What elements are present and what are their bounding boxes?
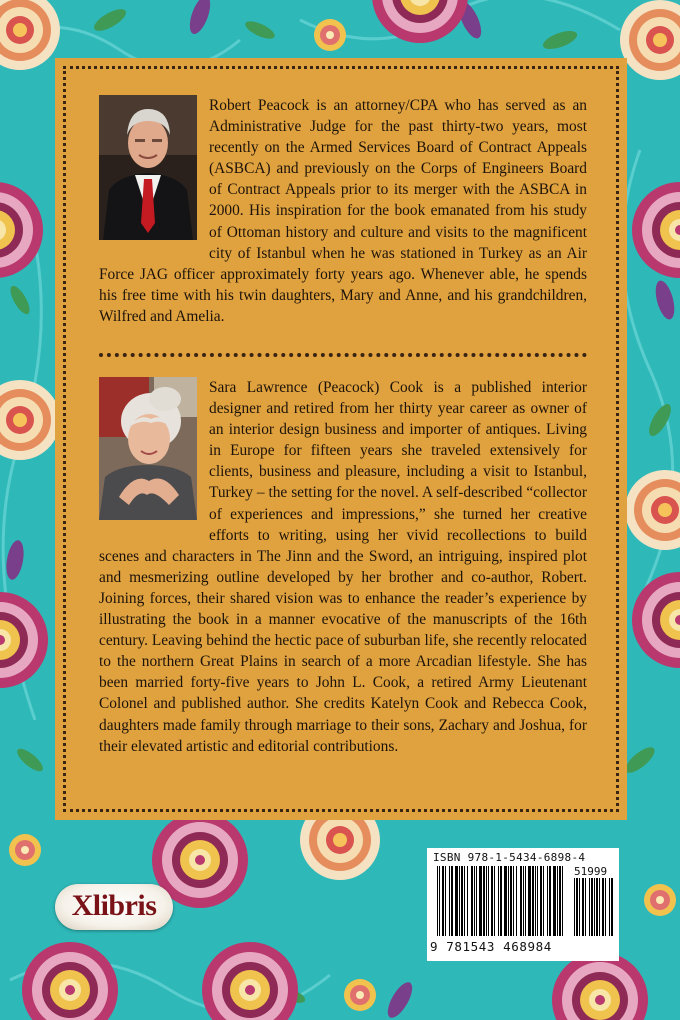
barcode-bar: [479, 866, 482, 936]
barcode-bar: [525, 866, 526, 936]
barcode-addon-bars: [574, 878, 614, 936]
barcode-bar: [532, 866, 534, 936]
barcode-bar: [455, 866, 458, 936]
author2-section: [99, 377, 587, 757]
barcode-bar: [523, 866, 524, 936]
author1-bio-text: Robert Peacock is an attorney/CPA who has served as an Administrative Judge for the past thirty-two years, most recently on the Armed Services Board of Contract Appeals (ASBCA) and previously on the Corps of Engineers Board of Contract Appeals prior to its merger with the ASBCA in 2000. His inspiration for the book emanated from his study of Ottoman history and culture and visits to the magnificent city of Istanbul when he was stationed in Turkey as an Air Force JAG officer approximately forty years ago. Whenever able, he spends his free time with his twin daughters, Mary and Anne, and his grandchildren, Wilfred and Amelia.: [99, 97, 587, 325]
barcode-bar: [437, 866, 438, 936]
barcode-bar: [574, 878, 575, 936]
barcode-bar: [516, 866, 517, 936]
barcode-bar: [449, 866, 450, 936]
price-code: 51999: [574, 865, 608, 878]
author2-bio-text: Sara Lawrence (Peacock) Cook is a published interior designer and retired from her thirty year career as owner of an interior design business and importer of antiques. Living in Europe for fifteen years she traveled extensively for clients, business and pleasure, including a visit to Istanbul, Turkey – the setting for the novel. A self-described “collector of experiences and impressions,” she turned her creative efforts to writing, using her vivid recollections to build scenes and characters in The Jinn and the Sword, an intriguing, inspired plot and mesmerizing outline developed by her brother and co-author, Robert. Joining forces, their shared vision was to enhance the reader’s experience by illustrating the book in a manner evocative of the manuscripts of the 16th century. Leaving behind the hectic pace of suburban life, she recently relocated to the northern Great Plains in search of a more Arcadian lifestyle. She has been married forty-five years to John L. Cook, a retired Army Lieutenant Colonel and published author. She credits Katelyn Cook and Rebecca Cook, daughters made family through marriage to their sons, Zachary and Joshua, for their elevated artistic and editorial contributions.: [99, 379, 587, 755]
barcode-bar: [609, 878, 610, 936]
barcode-bar: [510, 866, 512, 936]
barcode-bar: [599, 878, 600, 936]
barcode-bar: [445, 866, 446, 936]
barcode-bar: [591, 878, 593, 936]
barcode-bar: [442, 866, 444, 936]
barcode-bar: [543, 866, 544, 936]
barcode-bar: [540, 866, 542, 936]
barcode-bar: [582, 878, 584, 936]
barcode-bar: [605, 878, 606, 936]
barcode-bar: [500, 866, 502, 936]
portrait-man-photo: [99, 95, 197, 240]
barcode-bar: [464, 866, 465, 936]
barcode-bar: [562, 866, 563, 936]
barcode-bar: [483, 866, 485, 936]
section-divider: [99, 353, 587, 357]
barcode-bar: [488, 866, 489, 936]
barcode-bar: [451, 866, 453, 936]
barcode-bar: [553, 866, 556, 936]
barcode-bar: [557, 866, 558, 936]
barcode-bar: [508, 866, 509, 936]
barcode-bar: [596, 878, 598, 936]
barcode-bar: [535, 866, 536, 936]
barcode-bar: [579, 878, 580, 936]
barcode-bar: [439, 866, 440, 936]
barcode-bar: [589, 878, 590, 936]
isbn-label: ISBN 978-1-5434-6898-4: [433, 851, 586, 864]
portrait-woman-photo: [99, 377, 197, 520]
barcode-bar: [471, 866, 473, 936]
barcode-bar: [528, 866, 531, 936]
barcode-bar: [494, 866, 495, 936]
barcode-bar: [576, 878, 578, 936]
barcode-bar: [537, 866, 538, 936]
barcode-bar: [491, 866, 493, 936]
barcode-bar: [504, 866, 507, 936]
isbn-digits: 9 781543 468984: [430, 939, 552, 954]
barcode-bar: [474, 866, 475, 936]
barcode-bar: [585, 878, 586, 936]
publisher-name: Xlibris: [71, 889, 157, 922]
barcode-bar: [459, 866, 460, 936]
barcode-bar: [602, 878, 604, 936]
barcode-bar: [547, 866, 548, 936]
barcode-bar: [467, 866, 468, 936]
barcode-bar: [498, 866, 499, 936]
barcode-bar: [549, 866, 551, 936]
barcode-bar: [461, 866, 463, 936]
barcode-bar: [513, 866, 514, 936]
isbn-barcode: [427, 848, 619, 961]
barcode-bar: [559, 866, 561, 936]
author-bio-panel: [55, 58, 627, 820]
author1-section: [99, 95, 587, 327]
publisher-logo: [55, 884, 173, 930]
barcode-bar: [611, 878, 613, 936]
barcode-bar: [520, 866, 522, 936]
barcode-main-bars: [437, 866, 565, 936]
barcode-bar: [486, 866, 487, 936]
barcode-bar: [594, 878, 595, 936]
barcode-bar: [476, 866, 477, 936]
